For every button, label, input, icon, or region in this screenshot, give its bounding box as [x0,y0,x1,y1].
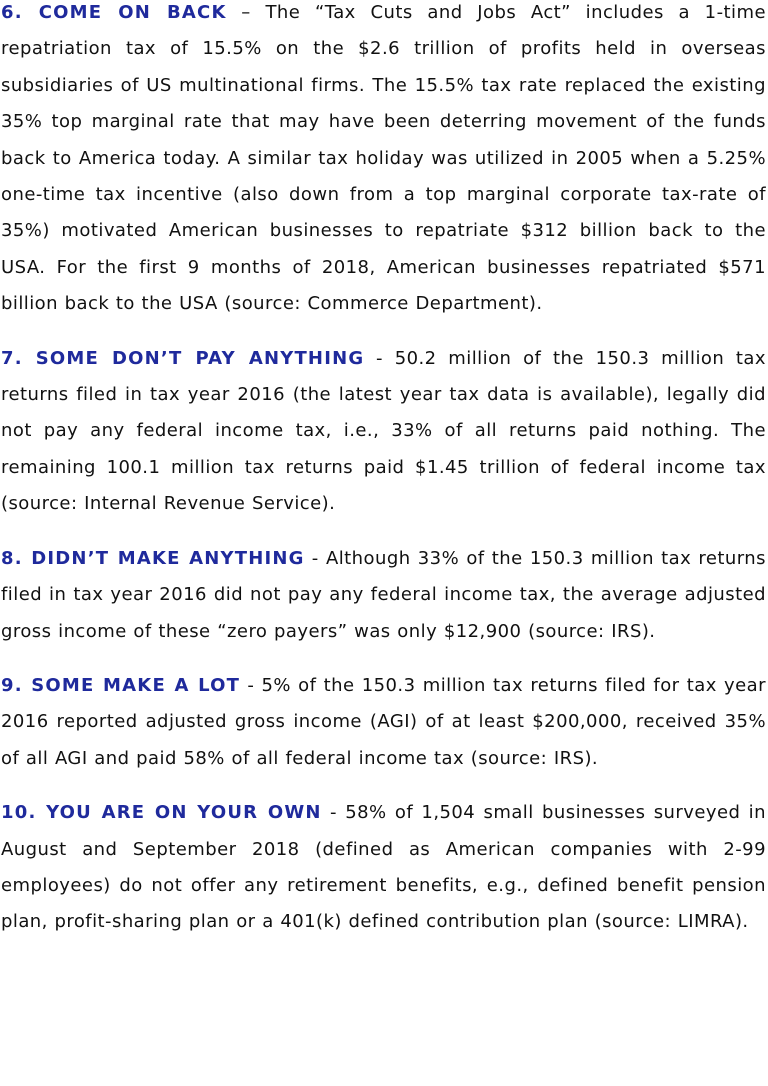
item-heading: 10. YOU ARE ON YOUR OWN [1,802,322,824]
list-item-6 [1,0,766,323]
list-item-7 [1,341,766,523]
list-item-8 [1,541,766,650]
item-separator: - [304,547,326,569]
item-heading: 7. SOME DON’T PAY ANYTHING [1,347,365,369]
item-heading: 9. SOME MAKE A LOT [1,674,241,696]
item-separator: - [321,802,346,824]
item-separator: - [364,347,395,369]
item-heading: 8. DIDN’T MAKE ANYTHING [1,547,305,569]
item-heading: 6. COME ON BACK [1,2,227,23]
list-item-10 [1,795,766,941]
item-body: 5% of the 150.3 million tax returns filed for tax year 2016 reported adjusted gross income (AGI) of at least $200,000, received 35% of all AGI and paid 58% of all federal income tax (source: IRS). [1,674,766,769]
item-separator: - [240,674,262,696]
item-body: 50.2 million of the 150.3 million tax returns filed in tax year 2016 (the latest year tax data is available), legally did not pay any federal income tax, i.e., 33% of all returns paid nothing. The remaining 100.1 million tax returns paid $1.45 trillion of federal income tax (source: Internal Revenue Service). [1,347,767,515]
item-body: 58% of 1,504 small businesses surveyed in August and September 2018 (defined as American companies with 2-99 employees) do not offer any retirement benefits, e.g., defined benefit pension plan, profit-sharing plan or a 401(k) defined contribution plan (source: LIMRA). [1,802,766,933]
item-body: Although 33% of the 150.3 million tax returns filed in tax year 2016 did not pay any federal income tax, the average adjusted gross income of these “zero payers” was only $12,900 (source: IRS). [1,547,766,642]
list-item-9 [1,668,766,777]
item-body: The “Tax Cuts and Jobs Act” includes a 1-time repatriation tax of 15.5% on the $2.6 trillion of profits held in overseas subsidiaries of US multinational firms. The 15.5% tax rate replaced the existing 35% top marginal rate that may have been deterring movement of the funds back to America today. A similar tax holiday was utilized in 2005 when a 5.25% one-time tax incentive (also down from a top marginal corporate tax-rate of 35%) motivated American businesses to repatriate $312 billion back to the USA. For the first 9 months of 2018, American businesses repatriated $571 billion back to the USA (source: Commerce Department). [1,2,766,315]
item-separator: – [226,2,266,23]
